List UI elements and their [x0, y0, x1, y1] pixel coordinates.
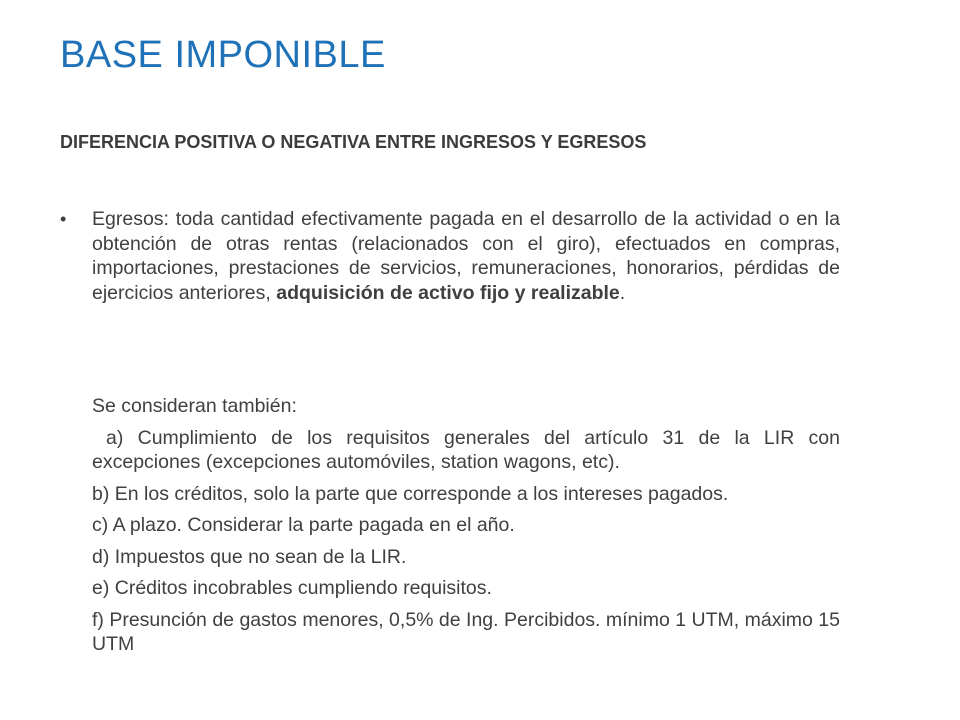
considerations-block	[92, 394, 840, 664]
slide-title: BASE IMPONIBLE	[60, 34, 386, 76]
consideration-item-c: c) A plazo. Considerar la parte pagada en el año.	[92, 514, 515, 536]
egresos-bullet	[60, 207, 840, 305]
considerations-intro: Se consideran también:	[92, 395, 297, 417]
egresos-text: Egresos: toda cantidad efectivamente pagada en el desarrollo de la actividad o en la obtención de otras rentas (relacionados con el giro), efectuados en compras, importaciones, prestaciones de servicios, remuneraciones, honorarios, pérdidas de ejercicios anteriores,	[92, 208, 840, 304]
egresos-bold-text: adquisición de activo fijo y realizable	[276, 281, 620, 304]
consideration-item-e: e) Créditos incobrables cumpliendo requisitos.	[92, 577, 492, 599]
egresos-definition	[92, 207, 840, 305]
consideration-item-f: f) Presunción de gastos menores, 0,5% de Ing. Percibidos. mínimo 1 UTM, máximo 15 UTM	[92, 608, 840, 655]
slide-subtitle: DIFERENCIA POSITIVA O NEGATIVA ENTRE INGRESOS Y EGRESOS	[60, 132, 647, 152]
egresos-period: .	[619, 281, 626, 304]
consideration-item-d: d) Impuestos que no sean de la LIR.	[92, 545, 407, 568]
consideration-item-a: a) Cumplimiento de los requisitos generales del artículo 31 de la LIR con excepciones (excepciones automóviles, station wagons, etc).	[92, 426, 840, 473]
bullet-marker: •	[60, 209, 67, 229]
consideration-item-b: b) En los créditos, solo la parte que corresponde a los intereses pagados.	[92, 482, 729, 505]
